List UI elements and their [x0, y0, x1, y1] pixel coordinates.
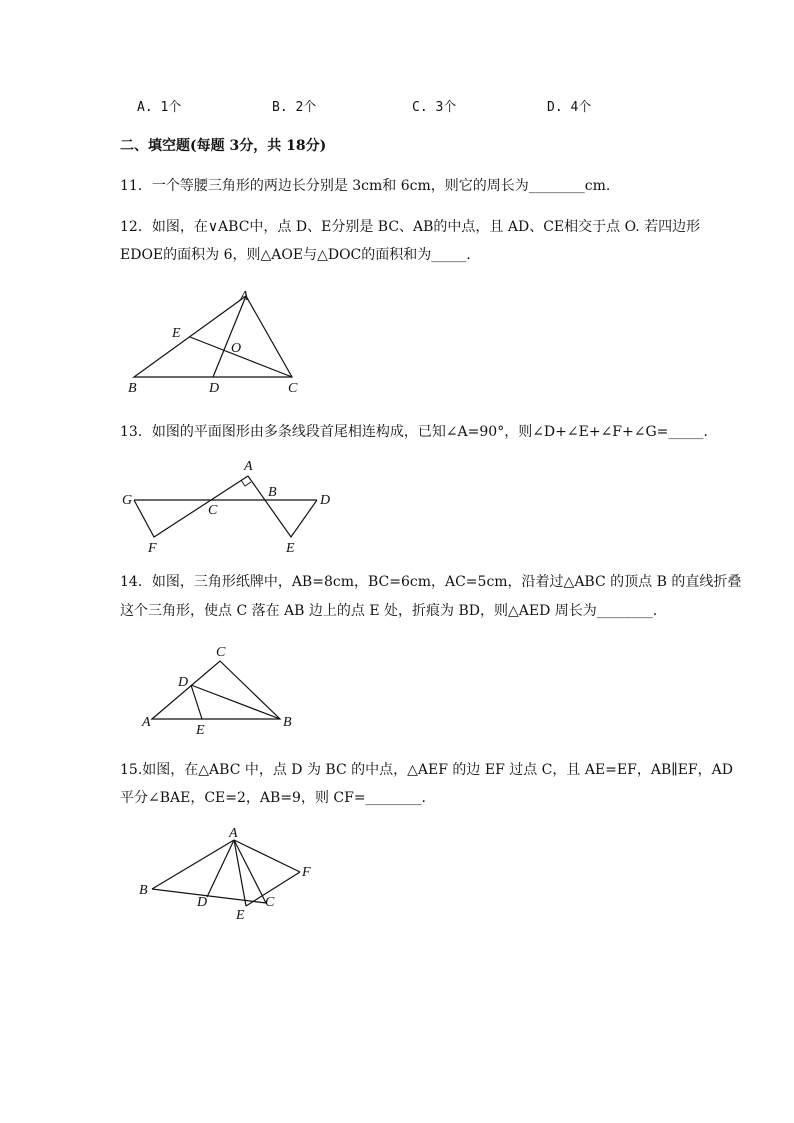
question-15-line1: 15.如图，在△ABC 中，点 D 为 BC 的中点，△AEF 的边 EF 过点 C，且 AE=EF，AB∥EF，AD — [120, 762, 733, 778]
label-o: O — [231, 341, 242, 356]
segment-de — [191, 685, 202, 719]
option-c: C. 3个 — [412, 100, 457, 115]
label-f: F — [302, 865, 311, 880]
question-12-line2: EDOE的面积为 6，则△AOE与△DOC的面积和为_____. — [120, 247, 471, 263]
figure-12 — [120, 280, 320, 400]
label-a: A — [240, 289, 249, 304]
segment-ac — [234, 840, 266, 903]
triangle-abc — [152, 661, 280, 719]
option-b: B. 2个 — [272, 100, 317, 115]
label-g: G — [122, 493, 133, 508]
question-11: 11．一个等腰三角形的两边长分别是 3cm和 6cm，则它的周长为________cm. — [120, 178, 611, 194]
segment-bd — [191, 685, 280, 719]
label-e: E — [286, 541, 295, 556]
section-title: 二、填空题(每题 3分，共 18分) — [120, 138, 327, 154]
label-d: D — [320, 493, 331, 508]
label-b: B — [268, 485, 277, 500]
question-12-line1: 12．如图，在∨ABC中，点 D、E分别是 BC、AB的中点，且 AD、CE相交于点 O. 若四边形 — [120, 219, 701, 235]
question-13: 13．如图的平面图形由多条线段首尾相连构成，已知∠A=90°，则∠D+∠E+∠F+∠G=_____. — [120, 424, 708, 440]
figure-14 — [140, 642, 310, 742]
path-g-f-a — [134, 476, 248, 537]
segment-ae — [234, 840, 246, 906]
label-a: A — [142, 715, 151, 730]
segment-bc — [152, 889, 266, 903]
figure-15 — [134, 822, 334, 932]
question-15-line2: 平分∠BAE，CE=2，AB=9，则 CF=________. — [120, 790, 427, 806]
label-c: C — [288, 381, 298, 396]
option-d: D. 4个 — [547, 100, 592, 115]
label-c: C — [216, 645, 226, 660]
right-angle-mark — [241, 480, 251, 486]
label-c: C — [208, 503, 218, 518]
figure-13 — [120, 456, 340, 556]
label-e: E — [236, 908, 245, 923]
question-14-line1: 14．如图，三角形纸牌中，AB=8cm，BC=6cm，AC=5cm，沿着过△ABC 的顶点 B 的直线折叠 — [120, 574, 742, 590]
label-f: F — [148, 541, 157, 556]
segment-af — [234, 840, 300, 872]
label-d: D — [178, 675, 189, 690]
path-a-e-d — [248, 476, 317, 537]
label-d: D — [209, 381, 220, 396]
label-b: B — [283, 715, 292, 730]
question-14-line2: 这个三角形，使点 C 落在 AB 边上的点 E 处，折痕为 BD，则△AED 周长为________. — [120, 603, 658, 619]
triangle-abc — [134, 296, 292, 377]
label-a: A — [244, 459, 253, 474]
label-b: B — [139, 883, 148, 898]
option-a: A. 1个 — [137, 100, 182, 115]
label-b: B — [128, 381, 137, 396]
label-e: E — [196, 723, 205, 738]
label-d: D — [197, 895, 208, 910]
label-c: C — [265, 895, 275, 910]
label-a: A — [229, 826, 238, 841]
label-e: E — [172, 326, 181, 341]
segment-ab — [152, 840, 234, 889]
